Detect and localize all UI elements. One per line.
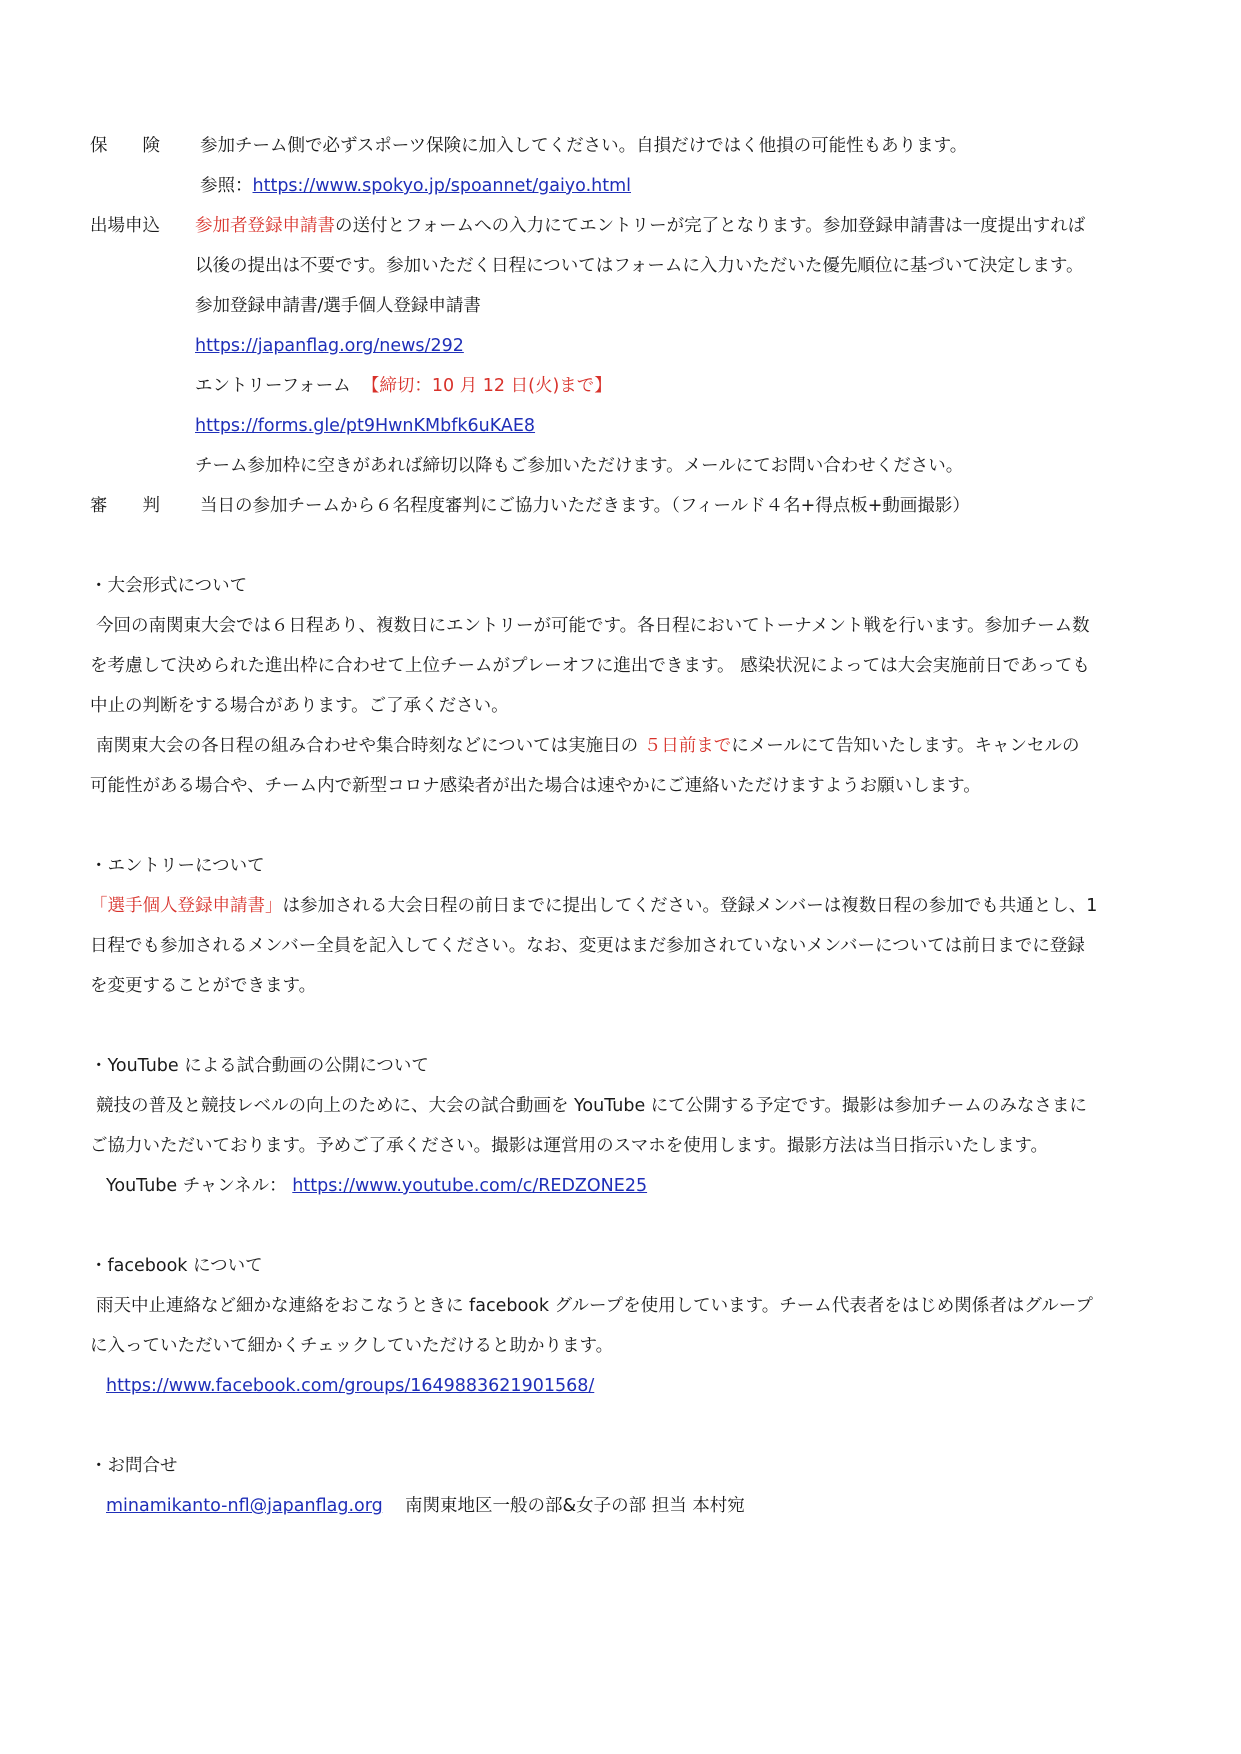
facebook-link[interactable]: https://www.facebook.com/groups/1649883621901568/ <box>106 1376 595 1396</box>
entry-section-highlight: 「選手個人登録申請書」 <box>90 896 283 916</box>
format-p2-line2: 可能性がある場合や、チーム内で新型コロナ感染者が出た場合は速やかにご連絡いただけますようお願いします。 <box>90 776 981 796</box>
entry-section-line3: を変更することができます。 <box>90 976 317 996</box>
entry-forms-link[interactable]: https://japanflag.org/news/292 <box>195 336 464 356</box>
youtube-channel-link[interactable]: https://www.youtube.com/c/REDZONE25 <box>292 1176 648 1196</box>
youtube-line2: ご協力いただいております。予めご了承ください。撮影は運営用のスマホを使用します。撮影方法は当日指示いたします。 <box>90 1136 1048 1156</box>
entry-forms-link-row <box>195 334 1151 358</box>
youtube-channel-row <box>106 1174 1151 1198</box>
format-p1-line1: 今回の南関東大会では６日程あり、複数日にエントリーが可能です。各日程においてトーナメント戦を行います。参加チーム数 <box>96 616 1090 636</box>
entry-section-line1-rest: は参加される大会日程の前日までに提出してください。登録メンバーは複数日程の参加でも共通とし、1 <box>282 896 1098 916</box>
contact-email-link[interactable]: minamikanto-nfl@japanflag.org <box>106 1496 383 1516</box>
entry-line1 <box>195 214 1151 238</box>
entry-section-line1 <box>90 894 1151 918</box>
entry-form-link-row <box>195 414 1151 438</box>
entry-deadline: 【締切：10 月 12 日(火)まで】 <box>361 376 612 396</box>
insurance-ref-link[interactable]: https://www.spokyo.jp/spoannet/gaiyo.html <box>252 176 631 196</box>
entry-note: チーム参加枠に空きがあれば締切以降もご参加いただけます。メールにてお問い合わせください。 <box>195 456 964 476</box>
entry-section-heading: ・エントリーについて <box>90 856 265 876</box>
insurance-ref-prefix: 参照： <box>200 176 253 196</box>
youtube-line1: 競技の普及と競技レベルの向上のために、大会の試合動画を YouTube にて公開する予定です。撮影は参加チームのみなさまに <box>96 1096 1087 1116</box>
format-heading: ・大会形式について <box>90 576 248 596</box>
format-p2-pre: 南関東大会の各日程の組み合わせや集合時刻などについては実施日の <box>96 736 644 756</box>
entry-section-line2: 日程でも参加されるメンバー全員を記入してください。なお、変更はまだ参加されていないメンバーについては前日までに登録 <box>90 936 1085 956</box>
format-p2-highlight: ５日前まで <box>643 736 732 756</box>
format-p2-post: にメールにて告知いたします。キャンセルの <box>731 736 1080 756</box>
insurance-label: 保 険 <box>90 136 160 156</box>
youtube-channel-label: YouTube チャンネル： <box>106 1176 287 1196</box>
entry-line1-highlight: 参加者登録申請書 <box>195 216 335 236</box>
entry-form-link[interactable]: https://forms.gle/pt9HwnKMbfk6uKAE8 <box>195 416 536 436</box>
format-p1-line3: 中止の判断をする場合があります。ご了承ください。 <box>90 696 509 716</box>
facebook-heading: ・facebook について <box>90 1256 263 1276</box>
contact-heading: ・お問合せ <box>90 1456 178 1476</box>
format-p1-line2: を考慮して決められた進出枠に合わせて上位チームがプレーオフに進出できます。 感染状況によっては大会実施前日であっても <box>90 656 1090 676</box>
format-p2-line1 <box>96 734 1151 758</box>
facebook-line1: 雨天中止連絡など細かな連絡をおこなうときに facebook グループを使用しています。チーム代表者をはじめ関係者はグループ <box>96 1296 1093 1316</box>
contact-person: 南関東地区一般の部&女子の部 担当 本村宛 <box>405 1496 745 1516</box>
referee-label: 審 判 <box>90 496 160 516</box>
referee-text: 当日の参加チームから６名程度審判にご協力いただきます。（フィールド４名+得点板+動画撮影） <box>200 496 970 516</box>
insurance-text: 参加チーム側で必ずスポーツ保険に加入してください。自損だけではく他損の可能性もあります。 <box>200 136 968 156</box>
insurance-ref <box>200 174 1151 198</box>
entry-line1-rest: の送付とフォームへの入力にてエントリーが完了となります。参加登録申請書は一度提出すれば <box>335 216 1086 236</box>
entry-form-row <box>195 374 1151 398</box>
facebook-line2: に入っていただいて細かくチェックしていただけると助かります。 <box>90 1336 614 1356</box>
contact-row <box>106 1494 1151 1518</box>
youtube-heading: ・YouTube による試合動画の公開について <box>90 1056 429 1076</box>
facebook-link-row <box>106 1374 1151 1398</box>
entry-forms-label: 参加登録申請書/選手個人登録申請書 <box>195 296 481 316</box>
entry-form-label: エントリーフォーム <box>195 376 351 396</box>
entry-line2: 以後の提出は不要です。参加いただく日程についてはフォームに入力いただいた優先順位に基づいて決定します。 <box>195 256 1084 276</box>
entry-label: 出場申込 <box>90 216 160 236</box>
